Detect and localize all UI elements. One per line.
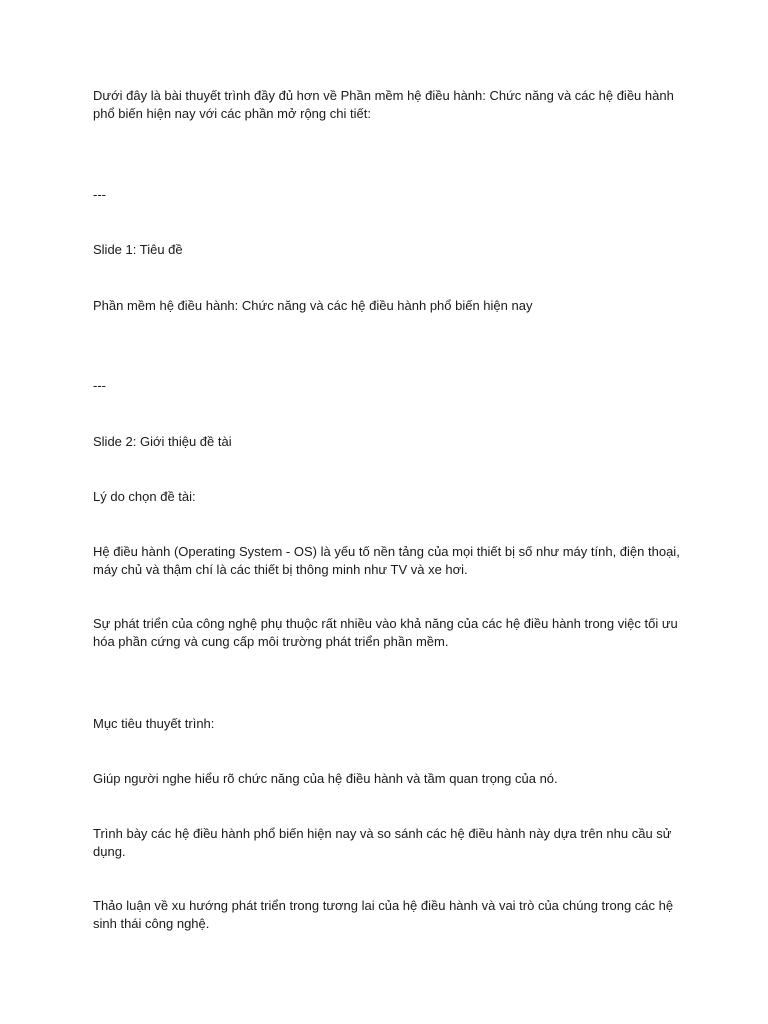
separator: --- [93, 378, 106, 393]
slide-1-title-text: Phần mềm hệ điều hành: Chức năng và các hệ điều hành phổ biến hiện nay [93, 298, 533, 313]
goal-heading: Mục tiêu thuyết trình: [93, 716, 215, 731]
reason-paragraph-1: Hệ điều hành (Operating System - OS) là yếu tố nền tảng của mọi thiết bị số như máy tính, điện thoại, máy chủ và thậm chí là các thiết bị thông minh như TV và xe hơi. [93, 544, 680, 577]
intro-paragraph: Dưới đây là bài thuyết trình đầy đủ hơn về Phần mềm hệ điều hành: Chức năng và các hệ điều hành phổ biến hiện nay với các phần mở rộng chi tiết: [93, 88, 674, 121]
goal-paragraph-1: Giúp người nghe hiểu rõ chức năng của hệ điều hành và tầm quan trọng của nó. [93, 771, 558, 786]
reason-paragraph-2: Sự phát triển của công nghệ phụ thuộc rất nhiều vào khả năng của các hệ điều hành trong việc tối ưu hóa phần cứng và cung cấp môi trường phát triển phần mềm. [93, 616, 678, 649]
goal-paragraph-2: Trình bày các hệ điều hành phổ biến hiện nay và so sánh các hệ điều hành này dựa trên nhu cầu sử dụng. [93, 826, 672, 859]
slide-2-heading: Slide 2: Giới thiệu đề tài [93, 434, 232, 449]
slide-1-heading: Slide 1: Tiêu đề [93, 242, 183, 257]
separator: --- [93, 187, 106, 202]
reason-heading: Lý do chọn đề tài: [93, 489, 196, 504]
goal-paragraph-3: Thảo luận về xu hướng phát triển trong tương lai của hệ điều hành và vai trò của chúng trong các hệ sinh thái công nghệ. [93, 898, 674, 931]
